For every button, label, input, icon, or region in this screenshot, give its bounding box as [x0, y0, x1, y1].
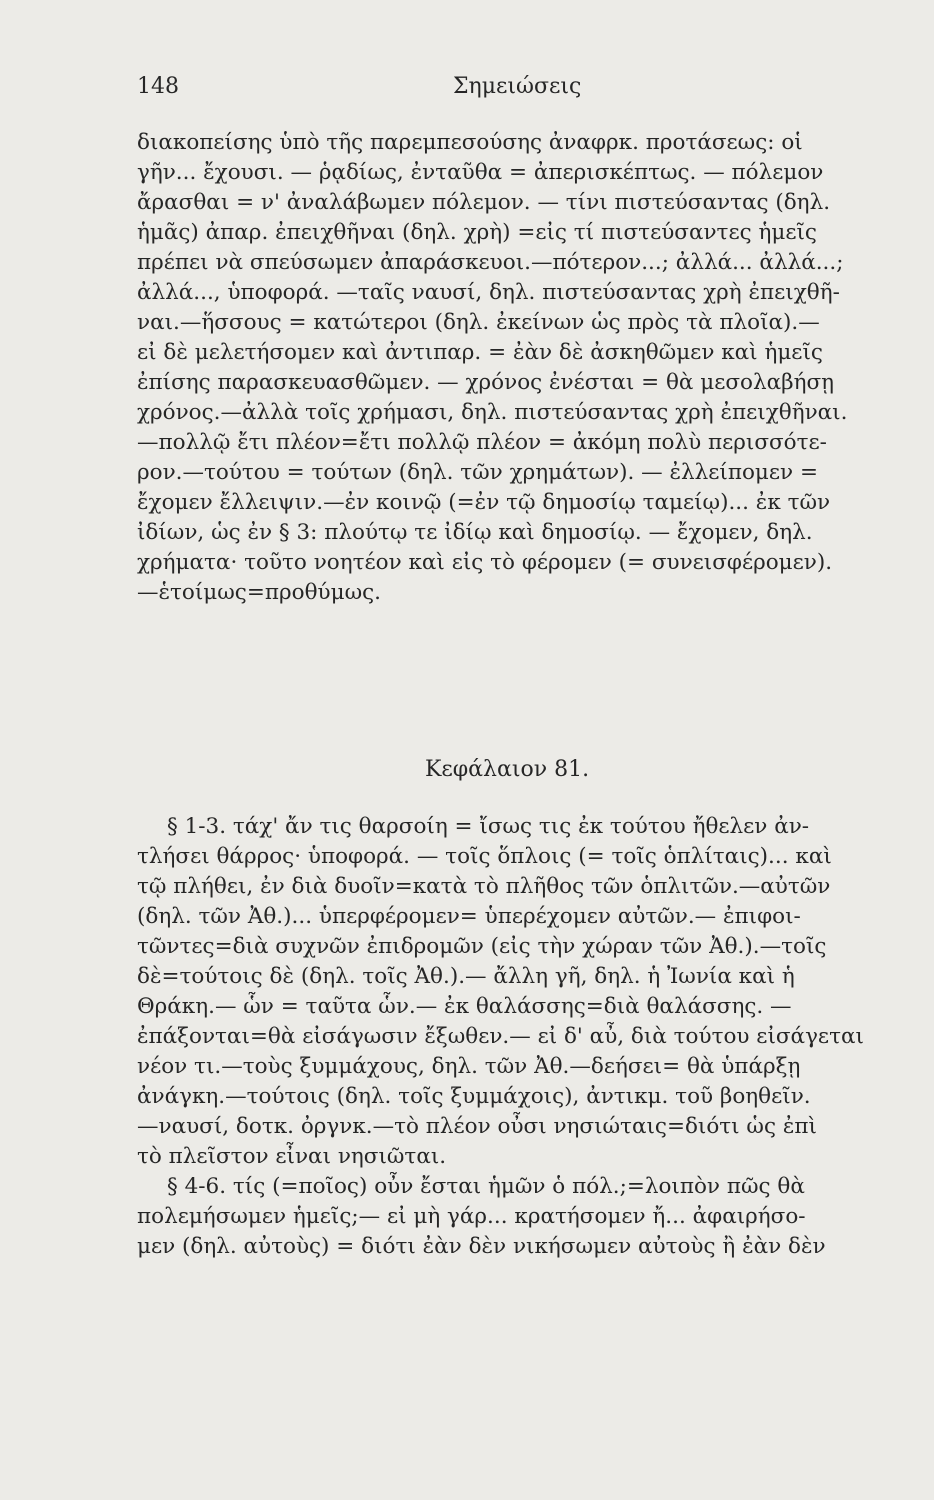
text-line: νέον τι.—τοὺς ξυμμάχους, δηλ. τῶν Ἀθ.—δεήσει= θὰ ὑπάρξῃ	[137, 1054, 801, 1079]
text-line: μεν (δηλ. αὐτοὺς) = διότι ἐὰν δὲν νικήσωμεν αὐτοὺς ἢ ἐὰν δὲν	[137, 1234, 826, 1259]
text-line: ἀλλά..., ὑποφορά. —ταῖς ναυσί, δηλ. πιστεύσαντας χρὴ ἐπειχθῆ-	[137, 280, 840, 305]
page-header	[137, 74, 837, 108]
text-line: εἰ δὲ μελετήσομεν καὶ ἀντιπαρ. = ἐὰν δὲ ἀσκηθῶμεν καὶ ἡμεῖς	[137, 340, 823, 365]
text-line: —ἑτοίμως=προθύμως.	[137, 580, 381, 605]
text-line: ἐπίσης παρασκευασθῶμεν. — χρόνος ἐνέσται = θὰ μεσολαβήσῃ	[137, 370, 835, 395]
notes-section-1	[137, 128, 877, 608]
text-line: τῶντες=διὰ συχνῶν ἐπιδρομῶν (εἰς τὴν χώραν τῶν Ἀθ.).—τοῖς	[137, 934, 827, 959]
text-line: ἄρασθαι = ν' ἀναλάβωμεν πόλεμον. — τίνι πιστεύσαντας (δηλ.	[137, 190, 831, 215]
text-line: —πολλῷ ἔτι πλέον=ἔτι πολλῷ πλέον = ἀκόμη πολὺ περισσότε-	[137, 430, 827, 455]
notes-section-2	[137, 812, 877, 1262]
text-line: —ναυσί, δοτκ. ὀργνκ.—τὸ πλέον οὖσι νησιώταις=διότι ὡς ἐπὶ	[137, 1114, 817, 1139]
chapter-heading: Κεφάλαιον 81.	[424, 757, 590, 782]
text-line: ἡμᾶς) ἀπαρ. ἐπειχθῆναι (δηλ. χρὴ) =εἰς τί πιστεύσαντες ἡμεῖς	[137, 220, 817, 245]
text-line: ἰδίων, ὡς ἐν § 3: πλούτῳ τε ἰδίῳ καὶ δημοσίῳ. — ἔχομεν, δηλ.	[137, 520, 813, 545]
text-line: ρον.—τούτου = τούτων (δηλ. τῶν χρημάτων). — ἐλλείπομεν =	[137, 460, 818, 485]
text-line: ναι.—ἥσσους = κατώτεροι (δηλ. ἐκείνων ὡς πρὸς τὰ πλοῖα).—	[137, 310, 820, 335]
text-line: (δηλ. τῶν Ἀθ.)... ὑπερφέρομεν= ὑπερέχομεν αὐτῶν.— ἐπιφοι-	[137, 904, 801, 929]
text-line: πολεμήσωμεν ἡμεῖς;— εἰ μὴ γάρ... κρατήσομεν ἤ... ἀφαιρήσο-	[137, 1204, 806, 1229]
text-line: Θράκη.— ὧν = ταῦτα ὧν.— ἐκ θαλάσσης=διὰ θαλάσσης. —	[137, 994, 792, 1019]
text-line: δὲ=τούτοις δὲ (δηλ. τοῖς Ἀθ.).— ἄλλη γῆ, δηλ. ἡ Ἰωνία καὶ ἡ	[137, 964, 795, 989]
text-line: διακοπείσης ὑπὸ τῆς παρεμπεσούσης ἀναφρκ. προτάσεως: οἱ	[137, 130, 803, 155]
text-line: χρήματα· τοῦτο νοητέον καὶ εἰς τὸ φέρομεν (= συνεισφέρομεν).	[137, 550, 833, 575]
text-line: ἐπάξονται=θὰ εἰσάγωσιν ἔξωθεν.— εἰ δ' αὖ, διὰ τούτου εἰσάγεται	[137, 1024, 864, 1049]
running-title: Σημειώσεις	[453, 74, 582, 99]
text-line: ἔχομεν ἔλλειψιν.—ἐν κοινῷ (=ἐν τῷ δημοσίῳ ταμείῳ)... ἐκ τῶν	[137, 490, 831, 515]
paragraph-start-line: § 1-3. τάχ' ἄν τις θαρσοίη = ἴσως τις ἐκ τούτου ἤθελεν ἀν-	[167, 814, 810, 839]
paragraph-start-line: § 4-6. τίς (=ποῖος) οὖν ἔσται ἡμῶν ὁ πόλ.;=λοιπὸν πῶς θὰ	[167, 1174, 805, 1199]
page-number: 148	[137, 74, 179, 99]
text-line: τῷ πλήθει, ἐν διὰ δυοῖν=κατὰ τὸ πλῆθος τῶν ὁπλιτῶν.—αὐτῶν	[137, 874, 831, 899]
text-line: χρόνος.—ἀλλὰ τοῖς χρήμασι, δηλ. πιστεύσαντας χρὴ ἐπειχθῆναι.	[137, 400, 848, 425]
text-line: ἀνάγκη.—τούτοις (δηλ. τοῖς ξυμμάχοις), ἀντικμ. τοῦ βοηθεῖν.	[137, 1084, 811, 1109]
text-line: τὸ πλεῖστον εἶναι νησιῶται.	[137, 1144, 447, 1169]
text-line: γῆν... ἔχουσι. — ῥᾳδίως, ἐνταῦθα = ἀπερισκέπτως. — πόλεμον	[137, 160, 824, 185]
text-line: πρέπει νὰ σπεύσωμεν ἀπαράσκευοι.—πότερον...; ἀλλά... ἀλλά...;	[137, 250, 844, 275]
text-line: τλήσει θάρρος· ὑποφορά. — τοῖς ὅπλοις (= τοῖς ὁπλίταις)... καὶ	[137, 844, 832, 869]
